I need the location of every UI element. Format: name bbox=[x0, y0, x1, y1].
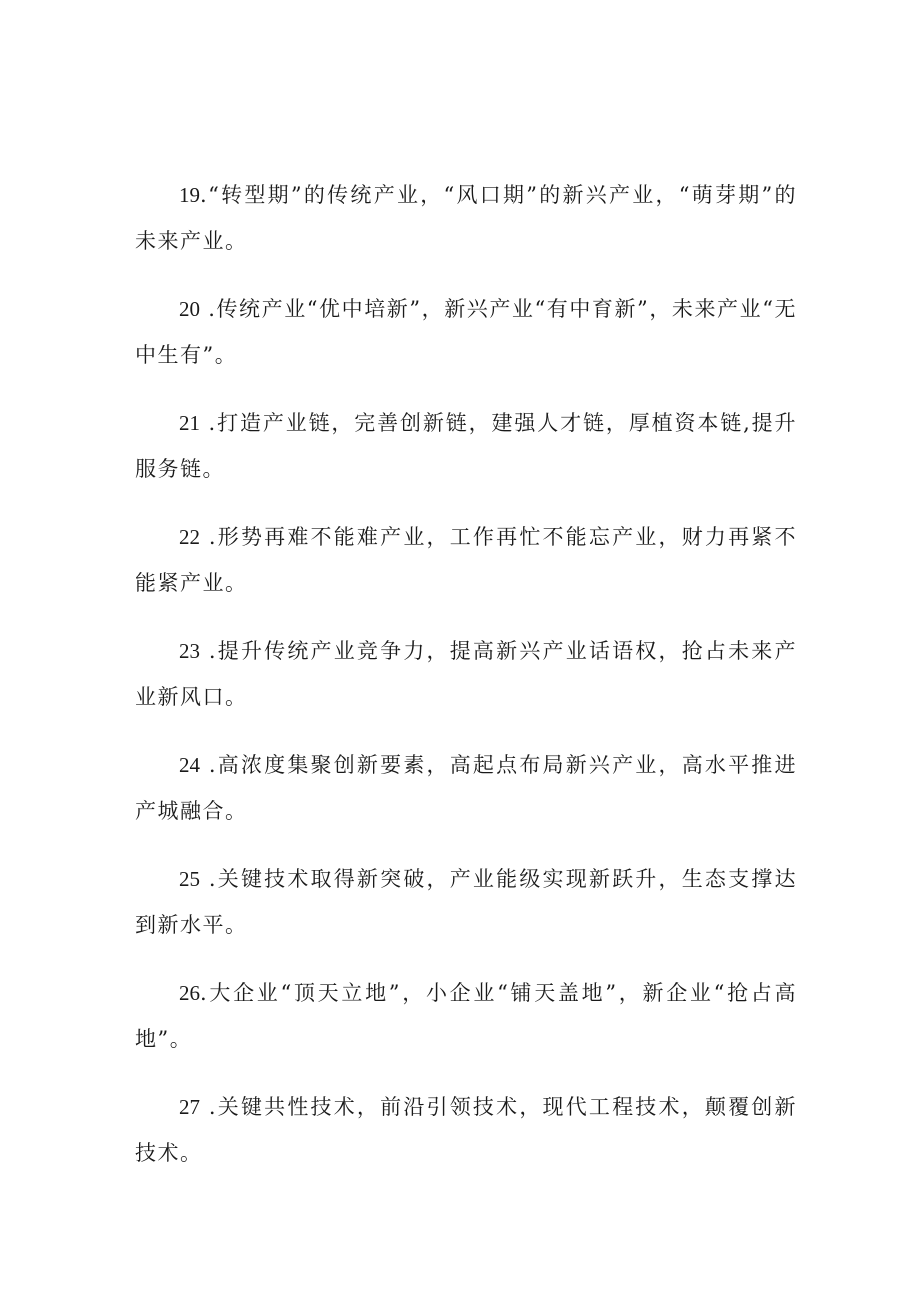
list-item bbox=[135, 628, 797, 720]
list-item bbox=[135, 1084, 797, 1176]
item-text: .“转型期”的传统产业，“风口期”的新兴产业，“萌芽期”的未来产业。 bbox=[135, 183, 797, 253]
list-item bbox=[135, 856, 797, 948]
list-item bbox=[135, 742, 797, 834]
document-body bbox=[135, 172, 797, 1198]
item-number: 22 bbox=[179, 525, 200, 549]
list-item bbox=[135, 286, 797, 378]
list-item bbox=[135, 172, 797, 264]
item-text: .关键共性技术，前沿引领技术，现代工程技术，颠覆创新技术。 bbox=[135, 1095, 797, 1165]
item-number: 27 bbox=[179, 1095, 200, 1119]
item-text: .大企业“顶天立地”，小企业“铺天盖地”，新企业“抢占高地”。 bbox=[135, 981, 797, 1051]
item-text: .高浓度集聚创新要素，高起点布局新兴产业，高水平推进产城融合。 bbox=[135, 753, 797, 823]
list-item bbox=[135, 970, 797, 1062]
item-number: 21 bbox=[179, 411, 200, 435]
item-number: 24 bbox=[179, 753, 200, 777]
item-text: .关键技术取得新突破，产业能级实现新跃升，生态支撑达到新水平。 bbox=[135, 867, 797, 937]
item-text: .提升传统产业竞争力，提高新兴产业话语权，抢占未来产业新风口。 bbox=[135, 639, 797, 709]
item-number: 19 bbox=[179, 183, 200, 207]
item-text: .打造产业链，完善创新链，建强人才链，厚植资本链,提升服务链。 bbox=[135, 411, 797, 481]
item-text: .传统产业“优中培新”，新兴产业“有中育新”，未来产业“无中生有”。 bbox=[135, 297, 797, 367]
item-number: 20 bbox=[179, 297, 200, 321]
item-number: 25 bbox=[179, 867, 200, 891]
item-number: 26 bbox=[179, 981, 200, 1005]
list-item bbox=[135, 514, 797, 606]
item-number: 23 bbox=[179, 639, 200, 663]
list-item bbox=[135, 400, 797, 492]
item-text: .形势再难不能难产业，工作再忙不能忘产业，财力再紧不能紧产业。 bbox=[135, 525, 797, 595]
